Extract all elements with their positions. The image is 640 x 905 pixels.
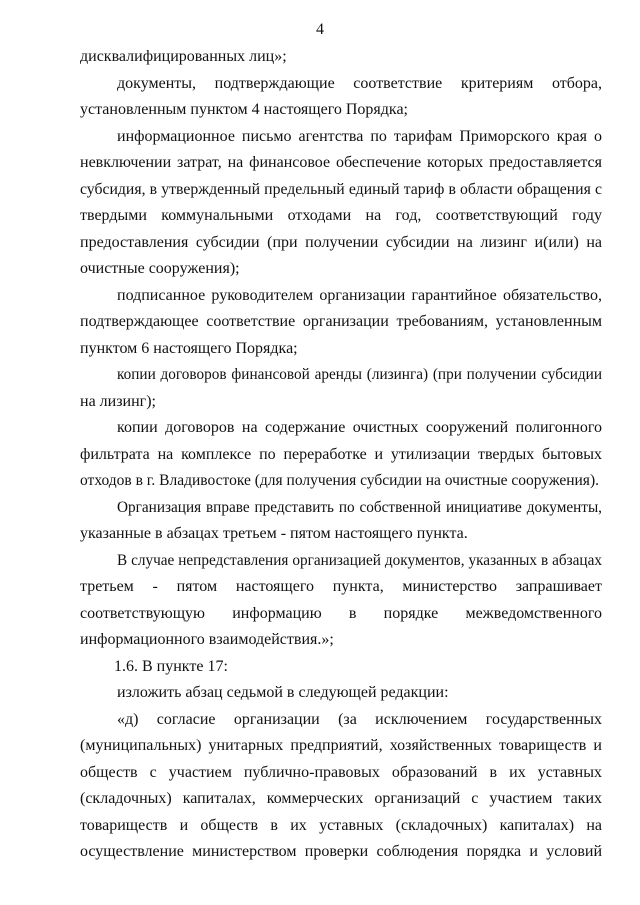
- text-line: пунктом 6 настоящего Порядка;: [80, 339, 298, 357]
- text-line: фильтрата на комплексе по переработке и утилизации твердых бытовых: [80, 445, 602, 463]
- text-line: установленным пунктом 4 настоящего Порядка;: [80, 101, 408, 118]
- page-number: 4: [316, 21, 324, 38]
- text-line: подписанное руководителем организации гарантийное обязательство,: [117, 286, 602, 304]
- text-line: 1.6. В пункте 17:: [114, 657, 228, 675]
- text-line: копии договоров финансовой аренды (лизинга) (при получении субсидии: [117, 366, 602, 383]
- text-line: невключении затрат, на финансовое обеспечение которых предоставляется: [80, 154, 602, 171]
- text-line: предоставления субсидии (при получении субсидии на лизинг и(или) на: [80, 233, 602, 251]
- text-line: третьем - пятом настоящего пункта, министерство запрашивает: [80, 578, 602, 595]
- text-line: подтверждающее соответствие организации требованиям, установленным: [80, 313, 602, 330]
- text-line: обществ с участием публично-правовых образований в их уставных: [80, 763, 602, 781]
- text-line: на лизинг);: [80, 392, 156, 410]
- text-line: копии договоров на содержание очистных сооружений полигонного: [117, 419, 602, 436]
- document-body: [80, 44, 602, 866]
- text-line: очистные сооружения);: [80, 260, 240, 277]
- text-line: информационное письмо агентства по тарифам Приморского края о: [117, 127, 602, 145]
- text-line: документы, подтверждающие соответствие критериям отбора,: [117, 74, 602, 92]
- text-line: указанные в абзацах третьем - пятом настоящего пункта.: [80, 525, 468, 542]
- text-line: (муниципальных) унитарных предприятий, хозяйственных товариществ и: [80, 737, 602, 754]
- text-line: «д) согласие организации (за исключением государственных: [117, 710, 602, 728]
- text-line: изложить абзац седьмой в следующей редакции:: [117, 684, 449, 701]
- text-line: (складочных) капиталах, коммерческих организаций с участием таких: [80, 790, 602, 807]
- text-line: товариществ и обществ в их уставных (складочных) капиталах) на: [80, 816, 602, 834]
- text-line: отходов в г. Владивостоке (для получения субсидии на очистные сооружения).: [80, 472, 599, 489]
- text-line: дисквалифицированных лиц»;: [80, 48, 287, 65]
- text-line: твердыми коммунальными отходами на год, соответствующий году: [80, 207, 602, 224]
- text-line: субсидия, в утвержденный предельный единый тариф в области обращения с: [80, 180, 602, 198]
- text-line: информационного взаимодействия.»;: [80, 631, 334, 648]
- text-line: соответствующую информацию в порядке межведомственного: [80, 604, 602, 622]
- text-line: В случае непредставления организацией документов, указанных в абзацах: [117, 551, 602, 569]
- text-line: осуществление министерством проверки соблюдения порядка и условий: [80, 843, 602, 860]
- text-line: Организация вправе представить по собственной инициативе документы,: [117, 498, 602, 516]
